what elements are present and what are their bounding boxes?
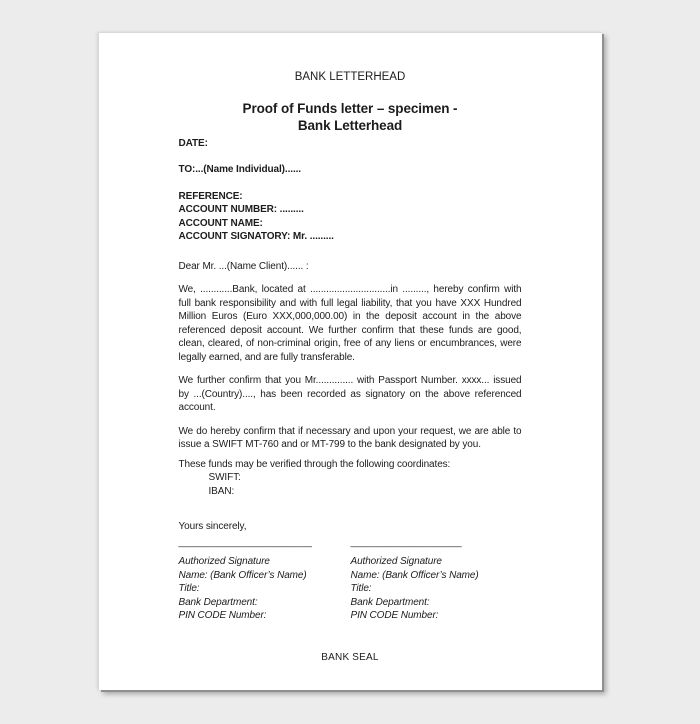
salutation: Dear Mr. ...(Name Client)...... : — [178, 260, 309, 272]
bank-department-label: Bank Department: — [178, 596, 258, 608]
paragraph-signatory-confirmation: We further confirm that you Mr.............. with Passport Number. xxxx... issued by ...(Country)...., has been recorded as signatory on the above referenced account. — [178, 375, 522, 413]
pin-code-label: PIN CODE Number: — [350, 610, 439, 621]
authorized-signature-label: Authorized Signature — [350, 556, 442, 567]
signature-line-right: ____________________ — [350, 536, 462, 548]
date-label: DATE: — [178, 137, 208, 149]
officer-title-label: Title: — [178, 583, 200, 594]
paragraph-funds-confirmation: We, ............Bank, located at ..............................in ........., hereby confirm with full bank responsibility and with full legal liability, that you have XXX Hundred Million Euros (Euro XXX,000,000.00) in the deposit account in the above referenced deposit account. We further confirm that these funds are good, clean, cleared, of non-criminal origin, free of any liens or encumbrances, were legally earned, and are fully transferable. — [178, 284, 522, 363]
pin-code-label: PIN CODE Number: — [178, 610, 267, 621]
signature-details-right — [351, 555, 522, 623]
account-signatory-line: ACCOUNT SIGNATORY: Mr. ......... — [178, 231, 334, 242]
officer-title-label: Title: — [350, 583, 372, 594]
bank-seal-label: BANK SEAL — [321, 651, 379, 663]
letter-title-line2: Bank Letterhead — [297, 117, 403, 133]
signature-details-left — [179, 555, 351, 623]
officer-name-label: Name: (Bank Officer’s Name) — [178, 569, 307, 581]
swift-label: SWIFT: — [208, 472, 241, 483]
letterhead-text: BANK LETTERHEAD — [294, 71, 406, 83]
iban-label: IBAN: — [208, 485, 235, 497]
signature-column-left — [179, 536, 351, 623]
bank-department-label: Bank Department: — [350, 596, 430, 608]
letter-title-line1: Proof of Funds letter – specimen - — [242, 100, 458, 116]
reference-label: REFERENCE: — [178, 190, 243, 202]
signature-line-left: ________________________ — [178, 536, 312, 548]
to-line: TO:...(Name Individual)...... — [178, 164, 301, 175]
coordinates-intro: These funds may be verified through the following coordinates: — [178, 458, 451, 470]
officer-name-label: Name: (Bank Officer’s Name) — [350, 569, 479, 581]
letter-page — [99, 32, 602, 690]
authorized-signature-label: Authorized Signature — [178, 556, 270, 567]
paragraph-swift-issue: We do hereby confirm that if necessary and upon your request, we are able to issue a SWIFT MT-760 and or MT-799 to the bank designated by you. — [178, 425, 522, 450]
account-number-line: ACCOUNT NUMBER: ......... — [178, 204, 304, 215]
signature-block — [179, 536, 522, 623]
account-name-line: ACCOUNT NAME: — [178, 217, 263, 229]
closing-salutation: Yours sincerely, — [178, 521, 247, 532]
reference-block — [179, 190, 522, 244]
letter-title — [179, 100, 522, 134]
signature-column-right — [351, 536, 522, 623]
